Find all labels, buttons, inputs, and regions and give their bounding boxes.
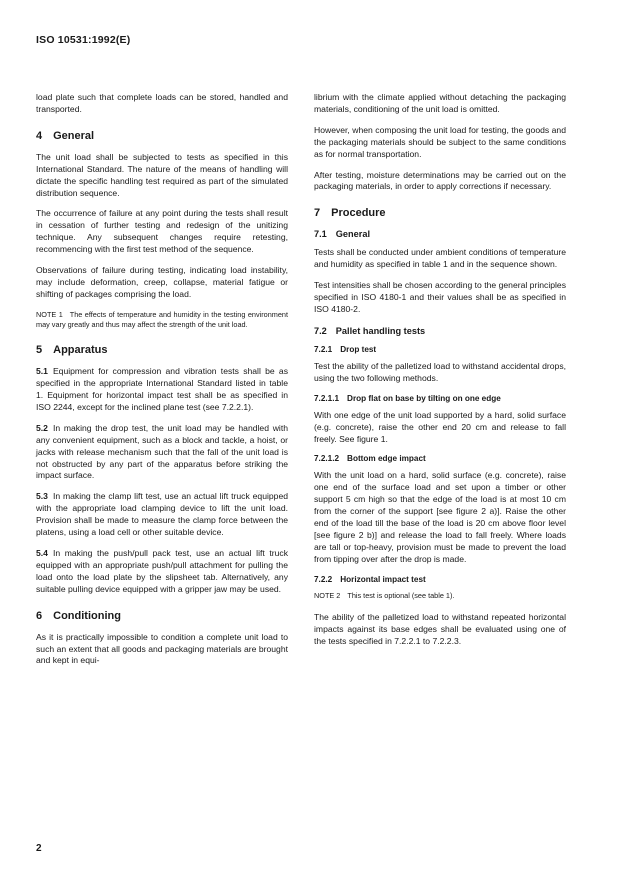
paragraph: Test the ability of the palletized load to withstand accidental drops, using the two following methods. (314, 360, 566, 383)
paragraph: Test intensities shall be chosen according to the general principles specified in ISO 4180-1 and their values shall be as specified in ISO 4180-2. (314, 280, 566, 314)
paragraph: Tests shall be conducted under ambient conditions of temperature and humidity as specified in table 1 and in the sequence shown. (314, 247, 566, 270)
section-heading-apparatus (36, 344, 288, 356)
section-number: 7 (314, 207, 321, 220)
clause-number: 7.2.1.2 (314, 454, 340, 464)
section-heading-procedure (314, 207, 566, 219)
paragraph: With the unit load on a hard, solid surface (e.g. concrete), raise one end of the surface load and set upon a timber or other support 5 cm high so that the edge of the load is at most 10 cm from the corner of the support [see figure 2 a)]. Raise the other end of the load till the base of the load is 20 cm above floor level [see figure 2 b)] and release the load to fall freely. Where loads are tall or top-heavy, provision must be made to prevent the load from tipping over after the drop is made. (314, 470, 566, 564)
clause-title: Bottom edge impact (347, 454, 426, 464)
note-text: This test is optional (see table 1). (347, 590, 455, 600)
note (314, 591, 566, 601)
section-title: Apparatus (53, 344, 108, 357)
paragraph: The occurrence of failure at any point during the tests shall result in cessation of further testing and redesign of the unitizing technique. Any subsequent changes require retesting, recommencing with the first test method of the sequence. (36, 208, 288, 255)
clause-heading-bottom-edge (314, 454, 566, 463)
paragraph: The unit load shall be subjected to tests as specified in this International Standard. The nature of the means of handling will dictate the specific handling test required as part of the simulated distribution sequence. (36, 151, 288, 198)
section-title: Conditioning (53, 609, 121, 622)
section-number: 5 (36, 344, 43, 357)
paragraph: With one edge of the unit load supported by a hard, solid surface (e.g. concrete), raise the other end 20 cm and release to fall freely. See figure 1. (314, 409, 566, 444)
clause-5-2 (36, 423, 288, 483)
clause-number: 7.2.1.1 (314, 393, 340, 403)
section-number: 6 (36, 609, 43, 622)
clause-number: 5.4 (36, 547, 48, 558)
clause-heading-drop-test (314, 345, 566, 354)
note-label: NOTE 2 (314, 590, 341, 600)
page-number: 2 (36, 843, 42, 854)
right-column (314, 92, 566, 657)
clause-heading-horizontal-impact (314, 575, 566, 584)
note-text: The effects of temperature and humidity in the testing environment may vary greatly and thus may affect the strength of the unit load. (36, 309, 288, 329)
subsection-title: Pallet handling tests (335, 325, 426, 336)
document-header: ISO 10531:1992(E) (36, 34, 131, 46)
clause-title: Drop test (340, 344, 377, 354)
section-title: General (53, 129, 95, 142)
left-column (36, 92, 288, 676)
clause-number: 5.3 (36, 491, 48, 502)
clause-5-1 (36, 366, 288, 414)
subsection-number: 7.1 (314, 229, 327, 240)
clause-text: In making the clamp lift test, use an actual lift truck equipped with the appropriate load clamping device to lift the unit load. Provision shall be made to measure the clamp force between the platens, using a load cell or other suitable device. (36, 491, 288, 538)
clause-title: Drop flat on base by tilting on one edge (347, 393, 501, 403)
subsection-heading-pallet-handling (314, 326, 566, 336)
paragraph: load plate such that complete loads can be stored, handled and transported. (36, 92, 288, 114)
clause-5-3 (36, 491, 288, 539)
section-number: 4 (36, 129, 43, 142)
paragraph: The ability of the palletized load to withstand repeated horizontal impacts against its base edges shall be evaluated using one of the tests specified in 7.2.2.1 to 7.2.2.3. (314, 611, 566, 646)
paragraph: librium with the climate applied without detaching the packaging materials, conditioning of the unit load is omitted. (314, 92, 566, 114)
paragraph: As it is practically impossible to condition a complete unit load to such an extent that all goods and packaging materials are brought and kept in equi- (36, 631, 288, 666)
clause-text: In making the push/pull pack test, use an actual lift truck equipped with an appropriate push/pull attachment for pulling the load onto the load plate by the slipsheet tab. Alternatively, any suitable pulling device equipped with a gripper jaw may be used. (36, 547, 288, 594)
clause-heading-drop-flat (314, 394, 566, 403)
clause-number: 7.2.1 (314, 344, 333, 354)
note (36, 310, 288, 330)
section-heading-general (36, 130, 288, 142)
clause-title: Horizontal impact test (340, 574, 426, 584)
clause-text: In making the drop test, the unit load may be handled with any convenient equipment, such as a block and tackle, a hoist, or jacks with release mechanism such that the fall of the unit load is not obstructed by any part of the apparatus before striking the impact surface. (36, 422, 288, 481)
section-heading-conditioning (36, 610, 288, 622)
clause-text: Equipment for compression and vibration tests shall be as specified in the appropriate International Standard listed in table 1. Equipment for horizontal impact test shall be as specified in ISO 2244, except for the inclined plane test (see 7.2.2.1). (36, 366, 288, 412)
clause-number: 5.2 (36, 422, 48, 433)
section-title: Procedure (331, 207, 386, 220)
clause-5-4 (36, 548, 288, 596)
subsection-number: 7.2 (314, 325, 327, 336)
subsection-heading-general (314, 229, 566, 239)
paragraph: After testing, moisture determinations may be carried out on the packaging materials, in order to apply corrections if necessary. (314, 169, 566, 192)
clause-number: 5.1 (36, 366, 48, 377)
paragraph: However, when composing the unit load for testing, the goods and the packaging materials should be subject to the same conditions as for normal transportation. (314, 124, 566, 159)
paragraph: Observations of failure during testing, indicating load instability, may include deformation, creep, collapse, material fatigue or shifting of packages comprising the load. (36, 265, 288, 299)
note-label: NOTE 1 (36, 309, 63, 319)
clause-number: 7.2.2 (314, 574, 333, 584)
subsection-title: General (335, 229, 370, 240)
